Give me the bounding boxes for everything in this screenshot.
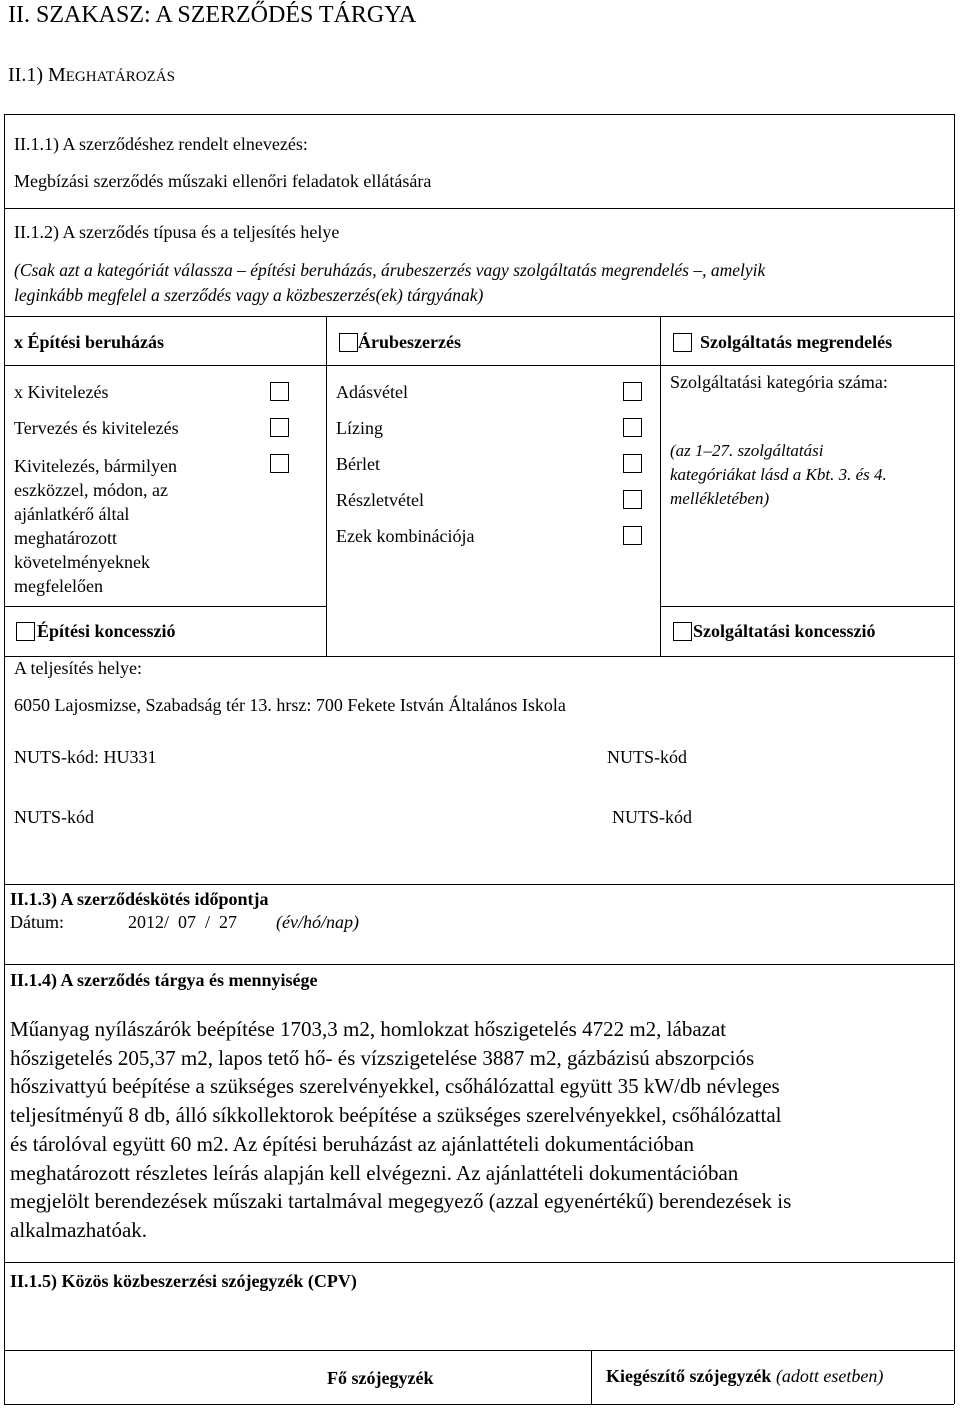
- works-option-execution-checkbox[interactable]: [270, 382, 289, 401]
- col3-header: Szolgáltatás megrendelés: [700, 332, 893, 352]
- s114-line: teljesítményű 8 db, álló síkkollektorok beépítése a szükséges szerelvényekkel, csőhálózattal: [10, 1103, 782, 1128]
- goods-option-leasing: Lízing: [336, 418, 383, 438]
- supplementary-vocabulary: [606, 1366, 883, 1387]
- s114-line: megjelölt berendezések műszaki tartalmával megegyező (azzal egyenértékű) berendezések is: [10, 1189, 792, 1214]
- supplementary-vocabulary-label: Kiegészítő szójegyzék: [606, 1366, 772, 1386]
- any-means-line: Kivitelezés, bármilyen: [14, 456, 177, 476]
- service-concession-checkbox[interactable]: [673, 622, 692, 641]
- goods-option-hire-purchase: Részletvétel: [336, 490, 424, 510]
- goods-option-leasing-checkbox[interactable]: [623, 418, 642, 437]
- s114-line: és tárolóval együtt 60 m2. Az építési beruházást az ajánlattételi dokumentációban: [10, 1131, 695, 1156]
- s113-heading: II.1.3) A szerződéskötés időpontja: [10, 889, 269, 909]
- any-means-line: megfelelően: [14, 576, 103, 596]
- nuts-code-2: NUTS-kód: [607, 747, 687, 767]
- s114-line: hőszigetelés 205,37 m2, lapos tető hő- és vízszigetelése 3887 m2, gázbázisú abszorpciós: [10, 1045, 755, 1070]
- service-category-note-2: kategóriákat lásd a Kbt. 3. és 4.: [670, 465, 887, 484]
- s114-line: hőszivattyú beépítése a szükséges szerelvényekkel, csőhálózattal együtt 35 kW/db névleges: [10, 1074, 780, 1099]
- works-option-any-means-checkbox[interactable]: [270, 454, 289, 473]
- goods-option-purchase-checkbox[interactable]: [623, 382, 642, 401]
- subtitle-prefix: II.1) M: [8, 64, 66, 86]
- service-category-label: Szolgáltatási kategória száma:: [670, 372, 888, 392]
- s114-line: Műanyag nyílászárók beépítése 1703,3 m2, homlokzat hőszigetelés 4722 m2, lábazat: [10, 1017, 727, 1041]
- goods-checkbox[interactable]: [339, 333, 358, 352]
- place-label: A teljesítés helye:: [14, 658, 142, 678]
- nuts-code-4: NUTS-kód: [612, 807, 692, 827]
- goods-option-combination-checkbox[interactable]: [623, 526, 642, 545]
- main-vocabulary-label: Fő szójegyzék: [327, 1368, 434, 1388]
- place-value: 6050 Lajosmizse, Szabadság tér 13. hrsz: 700 Fekete István Általános Iskola: [14, 695, 566, 715]
- goods-option-purchase: Adásvétel: [336, 382, 408, 402]
- any-means-line: meghatározott: [14, 528, 117, 548]
- date-label: Dátum:: [10, 912, 64, 932]
- date-format: (év/hó/nap): [276, 912, 359, 932]
- section-title: II. SZAKASZ: A SZERZŐDÉS TÁRGYA: [8, 2, 417, 28]
- s114-body: [10, 1015, 791, 1245]
- any-means-line: eszközzel, módon, az: [14, 480, 168, 500]
- service-category-note-3: mellékletében): [670, 489, 770, 508]
- s111-value: Megbízási szerződés műszaki ellenőri feladatok ellátására: [14, 171, 432, 191]
- works-option-design-execution: Tervezés és kivitelezés: [14, 418, 179, 438]
- services-checkbox[interactable]: [673, 333, 692, 352]
- nuts-code-1: NUTS-kód: HU331: [14, 747, 157, 767]
- col1-header: x Építési beruházás: [14, 332, 165, 352]
- works-concession-label: Építési koncesszió: [37, 621, 176, 641]
- s115-heading: II.1.5) Közös közbeszerzési szójegyzék (CPV): [10, 1271, 357, 1291]
- works-concession-checkbox[interactable]: [16, 622, 35, 641]
- any-means-line: ajánlatkérő által: [14, 504, 130, 524]
- goods-option-rent-checkbox[interactable]: [623, 454, 642, 473]
- s114-line: meghatározott részletes leírás alapján kell elvégezni. Az ajánlattételi dokumentációban: [10, 1160, 739, 1185]
- works-option-any-means: [14, 454, 177, 598]
- supplementary-vocabulary-note: (adott esetben): [775, 1366, 884, 1386]
- subtitle-rest: EGHATÁROZÁS: [65, 69, 175, 85]
- service-concession-label: Szolgáltatási koncesszió: [693, 621, 876, 641]
- any-means-line: követelményeknek: [14, 552, 150, 572]
- col2-header: Árubeszerzés: [358, 332, 461, 352]
- goods-option-hire-purchase-checkbox[interactable]: [623, 490, 642, 509]
- service-category-note-1: (az 1–27. szolgáltatási: [670, 441, 824, 460]
- s114-line: alkalmazhatóak.: [10, 1217, 148, 1242]
- s114-heading: II.1.4) A szerződés tárgya és mennyisége: [10, 970, 318, 990]
- date-value: 2012/ 07 / 27: [128, 912, 238, 932]
- works-option-design-execution-checkbox[interactable]: [270, 418, 289, 437]
- works-option-execution: x Kivitelezés: [14, 382, 109, 402]
- s112-instruction-1: (Csak azt a kategóriát válassza – építési beruházás, árubeszerzés vagy szolgáltatás megrendelés –, amelyik: [14, 260, 766, 280]
- goods-option-combination: Ezek kombinációja: [336, 526, 475, 546]
- s111-heading: II.1.1) A szerződéshez rendelt elnevezés:: [14, 134, 308, 154]
- s112-instruction-2: leginkább megfelel a szerződés vagy a közbeszerzés(ek) tárgyának): [14, 285, 484, 305]
- s112-heading: II.1.2) A szerződés típusa és a teljesítés helye: [14, 222, 340, 242]
- nuts-code-3: NUTS-kód: [14, 807, 94, 827]
- section-subtitle: [8, 64, 175, 87]
- goods-option-rent: Bérlet: [336, 454, 380, 474]
